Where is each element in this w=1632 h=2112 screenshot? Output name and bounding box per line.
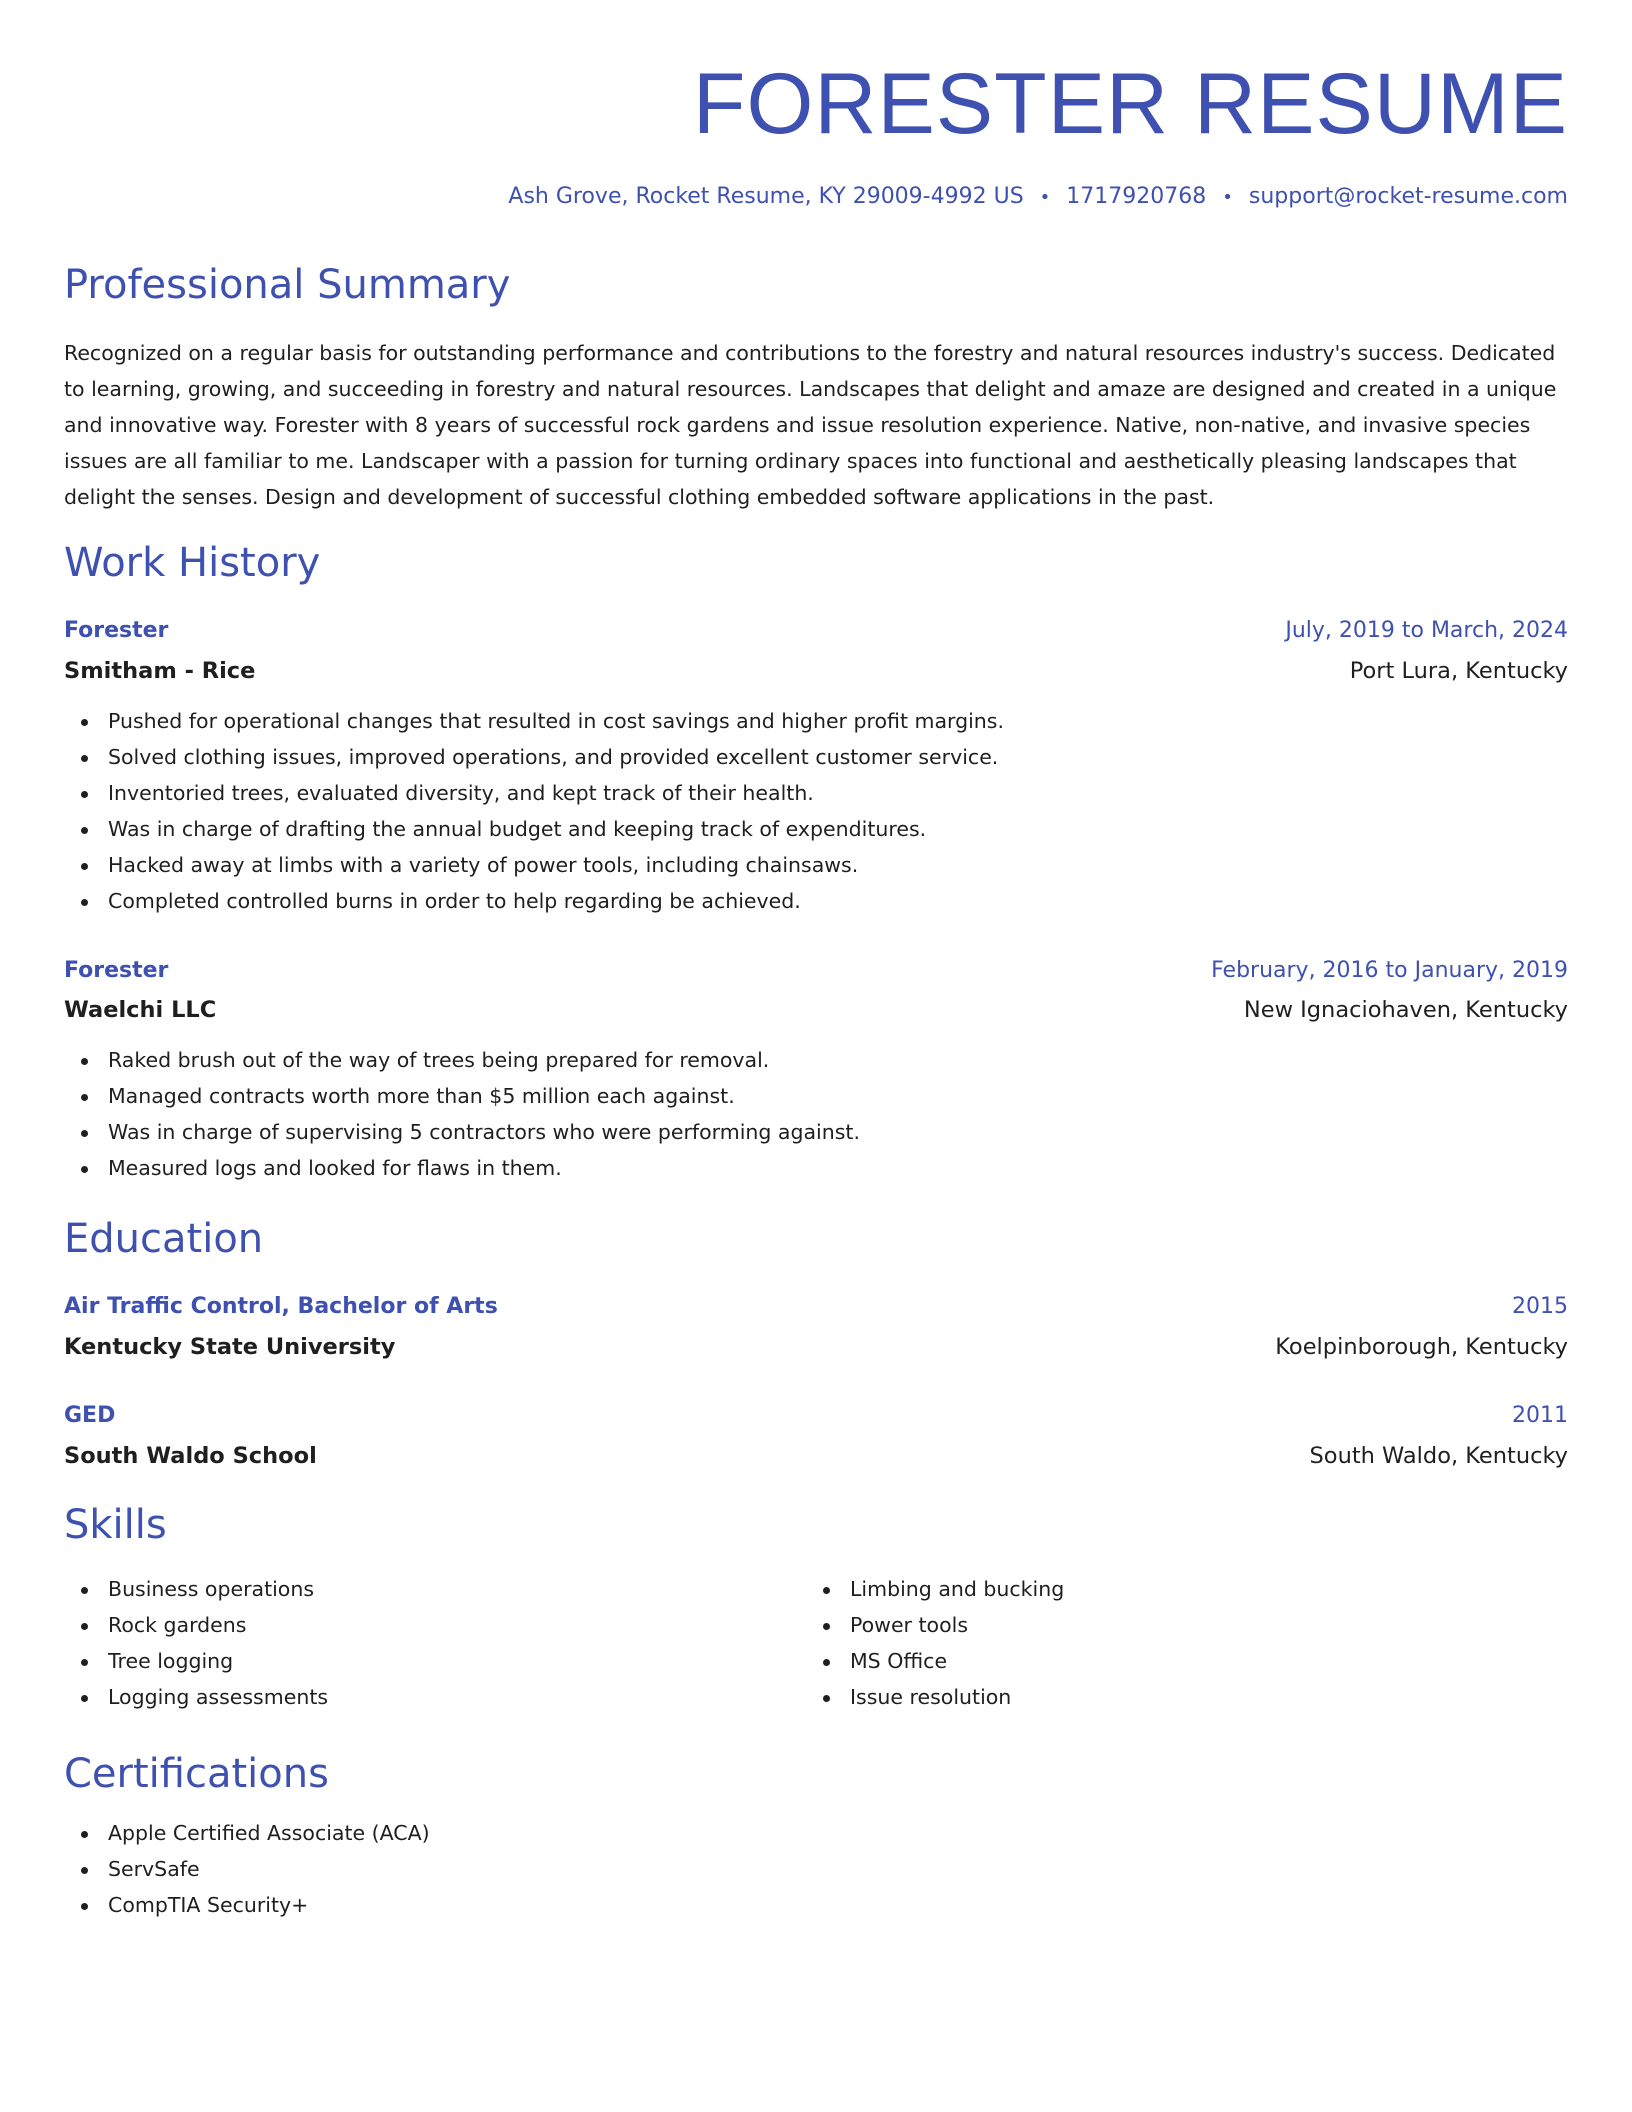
- list-item: Raked brush out of the way of trees being prepared for removal.: [64, 1042, 860, 1078]
- list-item: Measured logs and looked for flaws in them.: [64, 1150, 860, 1186]
- education-location: South Waldo, Kentucky: [1309, 1443, 1568, 1469]
- list-item: Tree logging: [64, 1643, 328, 1679]
- list-item: Solved clothing issues, improved operations, and provided excellent customer service.: [64, 739, 1004, 775]
- list-item: Apple Certified Associate (ACA): [64, 1815, 430, 1851]
- job-2-company-row: [64, 993, 1568, 1027]
- list-item: MS Office: [806, 1643, 1064, 1679]
- education-2-degree-row: [64, 1399, 1568, 1433]
- job-company: Smitham - Rice: [64, 658, 256, 684]
- contact-address: Ash Grove, Rocket Resume, KY 29009-4992 US: [508, 184, 1024, 209]
- education-degree: Air Traffic Control, Bachelor of Arts: [64, 1294, 498, 1319]
- education-1-degree-row: [64, 1290, 1568, 1324]
- work-history-heading: Work History: [64, 540, 321, 586]
- job-position: Forester: [64, 618, 169, 643]
- education-year: 2015: [1512, 1294, 1568, 1319]
- education-1-school-row: [64, 1330, 1568, 1364]
- list-item: Hacked away at limbs with a variety of power tools, including chainsaws.: [64, 847, 1004, 883]
- job-1-title-row: [64, 614, 1568, 648]
- list-item: Issue resolution: [806, 1679, 1064, 1715]
- certifications-list: [64, 1815, 430, 1923]
- job-location: New Ignaciohaven, Kentucky: [1243, 997, 1568, 1023]
- summary-heading: Professional Summary: [64, 262, 511, 308]
- education-school: Kentucky State University: [64, 1334, 396, 1360]
- list-item: Power tools: [806, 1607, 1064, 1643]
- education-2-school-row: [64, 1439, 1568, 1473]
- skills-list-left: [64, 1571, 328, 1715]
- list-item: Business operations: [64, 1571, 328, 1607]
- education-degree: GED: [64, 1403, 116, 1428]
- list-item: Completed controlled burns in order to help regarding be achieved.: [64, 883, 1004, 919]
- skills-heading: Skills: [64, 1502, 167, 1548]
- list-item: ServSafe: [64, 1851, 430, 1887]
- list-item: CompTIA Security+: [64, 1887, 430, 1923]
- resume-title: FORESTER RESUME: [692, 56, 1568, 152]
- list-item: Limbing and bucking: [806, 1571, 1064, 1607]
- contact-separator: •: [1222, 187, 1233, 208]
- contact-separator: •: [1039, 187, 1051, 208]
- job-dates: February, 2016 to January, 2019: [1211, 958, 1568, 983]
- list-item: Was in charge of supervising 5 contractors who were performing against.: [64, 1114, 860, 1150]
- skills-list-right: [806, 1571, 1064, 1715]
- education-heading: Education: [64, 1216, 264, 1262]
- summary-text: Recognized on a regular basis for outstanding performance and contributions to the forestry and natural resources industry's success. Dedicated to learning, growing, and succeeding in forestry and natural resources. Landscapes that delight and amaze are designed and created in a unique and innovative way. Forester with 8 years of successful rock gardens and issue resolution experience. Native, non-native, and invasive species issues are all familiar to me. Landscaper with a passion for turning ordinary spaces into functional and aesthetically pleasing landscapes that delight the senses. Design and development of successful clothing embedded software applications in the past.: [64, 341, 1557, 509]
- certifications-heading: Certifications: [64, 1751, 329, 1797]
- education-year: 2011: [1512, 1403, 1568, 1428]
- job-1-duties: [64, 703, 1004, 919]
- list-item: Inventoried trees, evaluated diversity, and kept track of their health.: [64, 775, 1004, 811]
- job-2-duties: [64, 1042, 860, 1186]
- job-company: Waelchi LLC: [64, 997, 217, 1023]
- list-item: Pushed for operational changes that resulted in cost savings and higher profit margins.: [64, 703, 1004, 739]
- contact-phone: 1717920768: [1066, 184, 1207, 209]
- list-item: Managed contracts worth more than $5 million each against.: [64, 1078, 860, 1114]
- list-item: Was in charge of drafting the annual budget and keeping track of expenditures.: [64, 811, 1004, 847]
- education-school: South Waldo School: [64, 1443, 317, 1469]
- education-location: Koelpinborough, Kentucky: [1275, 1334, 1568, 1360]
- contact-email[interactable]: support@rocket-resume.com: [1248, 184, 1568, 209]
- job-dates: July, 2019 to March, 2024: [1285, 618, 1568, 643]
- list-item: Logging assessments: [64, 1679, 328, 1715]
- list-item: Rock gardens: [64, 1607, 328, 1643]
- contact-line: [508, 181, 1568, 214]
- job-2-title-row: [64, 954, 1568, 988]
- job-1-company-row: [64, 654, 1568, 688]
- job-location: Port Lura, Kentucky: [1349, 658, 1568, 684]
- job-position: Forester: [64, 958, 169, 983]
